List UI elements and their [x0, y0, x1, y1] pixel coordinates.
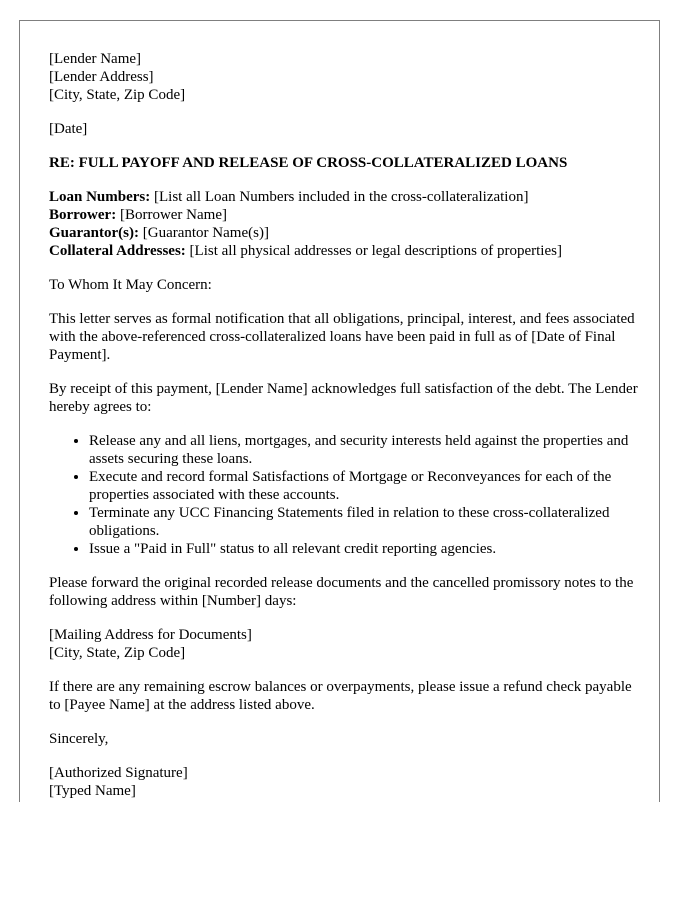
signature-block — [49, 764, 639, 800]
detail-borrower: Borrower: [Borrower Name] — [49, 207, 227, 223]
detail-guarantors: Guarantor(s): [Guarantor Name(s)] — [49, 225, 269, 241]
notice-paragraph: This letter serves as formal notification that all obligations, principal, interest, and fees associated with the above-referenced cross-collateralized loans have been paid in full as of [Date of Final Payment]. — [49, 311, 635, 363]
typed-name: [Typed Name] — [49, 783, 136, 799]
list-item: • Issue a "Paid in Full" status to all relevant credit reporting agencies. — [89, 540, 639, 558]
sender-name: [Lender Name] — [49, 51, 142, 67]
detail-collateral-addresses: Collateral Addresses: [List all physical addresses or legal descriptions of properties] — [49, 243, 562, 259]
mailing-address-block — [49, 626, 639, 662]
sender-city-state-zip: [City, State, Zip Code] — [49, 87, 186, 103]
signature-line: [Authorized Signature] — [49, 765, 188, 781]
detail-loan-numbers: Loan Numbers: [List all Loan Numbers included in the cross-collateralization] — [49, 189, 529, 205]
subject-line: RE: FULL PAYOFF AND RELEASE OF CROSS-COLLATERALIZED LOANS — [49, 155, 568, 171]
closing: Sincerely, — [49, 731, 109, 747]
obligations-list — [49, 432, 639, 558]
sender-block — [49, 50, 639, 104]
letter-page — [19, 20, 660, 802]
forward-paragraph: Please forward the original recorded release documents and the cancelled promissory notes to the following address within [Number] days: — [49, 575, 634, 609]
list-item: • Terminate any UCC Financing Statements filed in relation to these cross-collateralized obligations. — [89, 504, 639, 540]
refund-paragraph: If there are any remaining escrow balances or overpayments, please issue a refund check payable to [Payee Name] at the address listed above. — [49, 679, 632, 713]
salutation: To Whom It May Concern: — [49, 277, 212, 293]
mailing-address: [Mailing Address for Documents] — [49, 627, 252, 643]
sender-address: [Lender Address] — [49, 69, 154, 85]
letter-date: [Date] — [49, 121, 88, 137]
list-item: • Execute and record formal Satisfactions of Mortgage or Reconveyances for each of the properties associated with these accounts. — [89, 468, 639, 504]
loan-details — [49, 188, 639, 260]
list-item: • Release any and all liens, mortgages, and security interests held against the properties and assets securing these loans. — [89, 432, 639, 468]
letter-body — [49, 50, 639, 800]
mailing-city-state-zip: [City, State, Zip Code] — [49, 645, 186, 661]
acknowledge-paragraph: By receipt of this payment, [Lender Name] acknowledges full satisfaction of the debt. The Lender hereby agrees to: — [49, 381, 638, 415]
